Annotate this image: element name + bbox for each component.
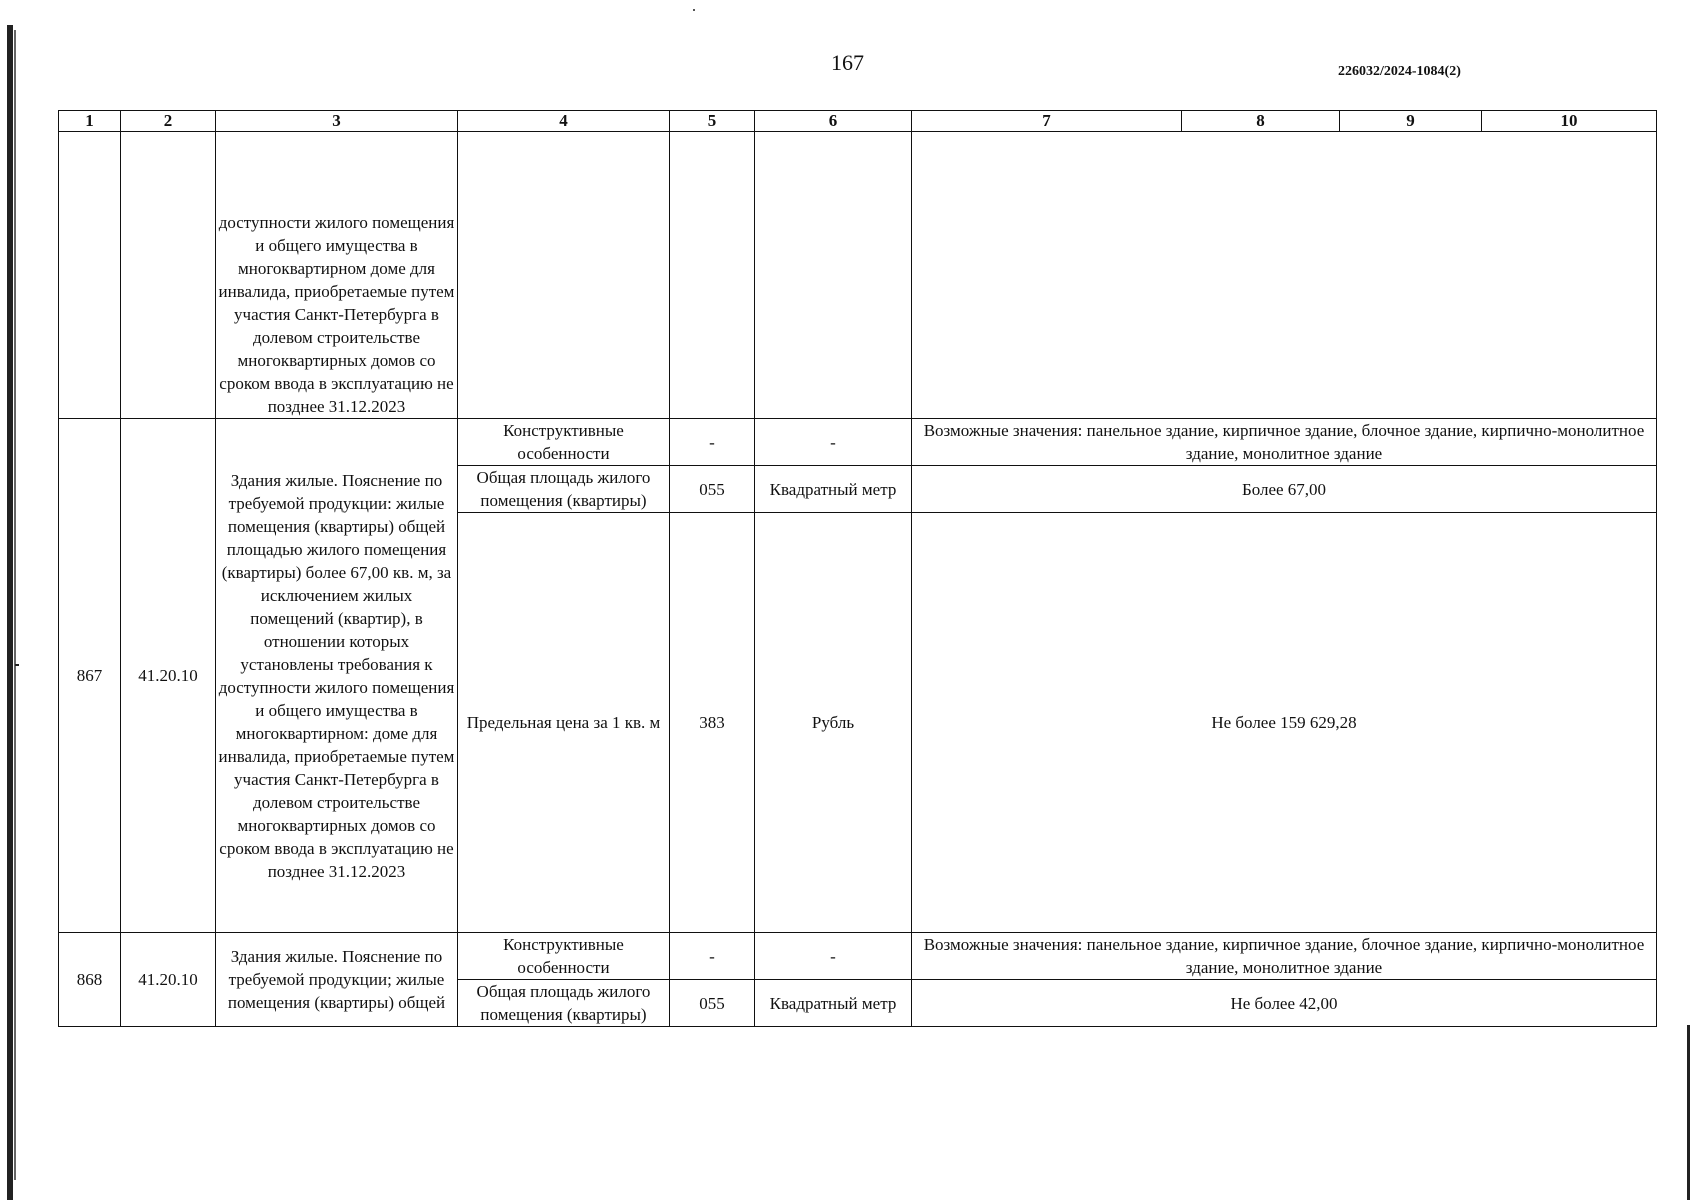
- table-row: [59, 419, 1657, 466]
- unit-name: -: [755, 419, 912, 466]
- column-number: 9: [1340, 111, 1482, 132]
- unit-name: Квадратный метр: [755, 980, 912, 1027]
- cell-empty: [755, 132, 912, 419]
- column-number: 1: [59, 111, 121, 132]
- cell-empty: [670, 132, 755, 419]
- characteristic-value: Не более 42,00: [912, 980, 1657, 1027]
- unit-name: Рубль: [755, 513, 912, 933]
- unit-code: 383: [670, 513, 755, 933]
- cell-empty: [458, 132, 670, 419]
- table-row: [59, 933, 1657, 980]
- unit-code: -: [670, 419, 755, 466]
- characteristic-name: Предельная цена за 1 кв. м: [458, 513, 670, 933]
- cell-empty: [912, 132, 1657, 419]
- okpd-code: 41.20.10: [121, 933, 216, 1027]
- column-number: 8: [1182, 111, 1340, 132]
- column-number: 5: [670, 111, 755, 132]
- scan-edge-left: [7, 25, 13, 1200]
- characteristic-name: Конструктивные особенности: [458, 933, 670, 980]
- characteristic-name: Конструктивные особенности: [458, 419, 670, 466]
- cell-empty: [59, 132, 121, 419]
- table-row-continuation: [59, 132, 1657, 419]
- characteristic-name: Общая площадь жилого помещения (квартиры): [458, 980, 670, 1027]
- unit-name: Квадратный метр: [755, 466, 912, 513]
- product-description: Здания жилые. Пояснение по требуемой продукции; жилые помещения (квартиры) общей: [216, 933, 458, 1027]
- row-number: 867: [59, 419, 121, 933]
- column-number: 2: [121, 111, 216, 132]
- scan-speck: [693, 9, 695, 11]
- okpd-code: 41.20.10: [121, 419, 216, 933]
- characteristic-value: Возможные значения: панельное здание, кирпичное здание, блочное здание, кирпично-монолитное здание, монолитное здание: [912, 933, 1657, 980]
- product-description: Здания жилые. Пояснение по требуемой продукции: жилые помещения (квартиры) общей площадью жилого помещения (квартиры) более 67,00 кв. м, за исключением жилых помещений (квартир), в отношении которых установлены требования к доступности жилого помещения и общего имущества в многоквартирном: доме для инвалида, приобретаемые путем участия Санкт-Петербурга в долевом строительстве многоквартирных домов со сроком ввода в эксплуатацию не позднее 31.12.2023: [216, 419, 458, 933]
- column-number: 3: [216, 111, 458, 132]
- unit-code: 055: [670, 466, 755, 513]
- scan-mark: [15, 664, 19, 666]
- unit-code: -: [670, 933, 755, 980]
- unit-code: 055: [670, 980, 755, 1027]
- document-id: 226032/2024-1084(2): [1338, 64, 1461, 79]
- product-description: доступности жилого помещения и общего имущества в многоквартирном доме для инвалида, приобретаемые путем участия Санкт-Петербурга в долевом строительстве многоквартирных домов со сроком ввода в эксплуатацию не позднее 31.12.2023: [216, 132, 458, 419]
- characteristic-value: Более 67,00: [912, 466, 1657, 513]
- specification-table: [58, 110, 1657, 1027]
- column-number: 7: [912, 111, 1182, 132]
- column-number: 6: [755, 111, 912, 132]
- scan-edge-right: [1687, 1025, 1690, 1200]
- column-number: 10: [1482, 111, 1657, 132]
- characteristic-value: Возможные значения: панельное здание, кирпичное здание, блочное здание, кирпично-монолитное здание, монолитное здание: [912, 419, 1657, 466]
- page-number: 167: [831, 50, 864, 75]
- characteristic-value: Не более 159 629,28: [912, 513, 1657, 933]
- row-number: 868: [59, 933, 121, 1027]
- characteristic-name: Общая площадь жилого помещения (квартиры): [458, 466, 670, 513]
- scan-edge-left-inner: [14, 30, 16, 1180]
- cell-empty: [121, 132, 216, 419]
- column-number-row: [59, 111, 1657, 132]
- unit-name: -: [755, 933, 912, 980]
- column-number: 4: [458, 111, 670, 132]
